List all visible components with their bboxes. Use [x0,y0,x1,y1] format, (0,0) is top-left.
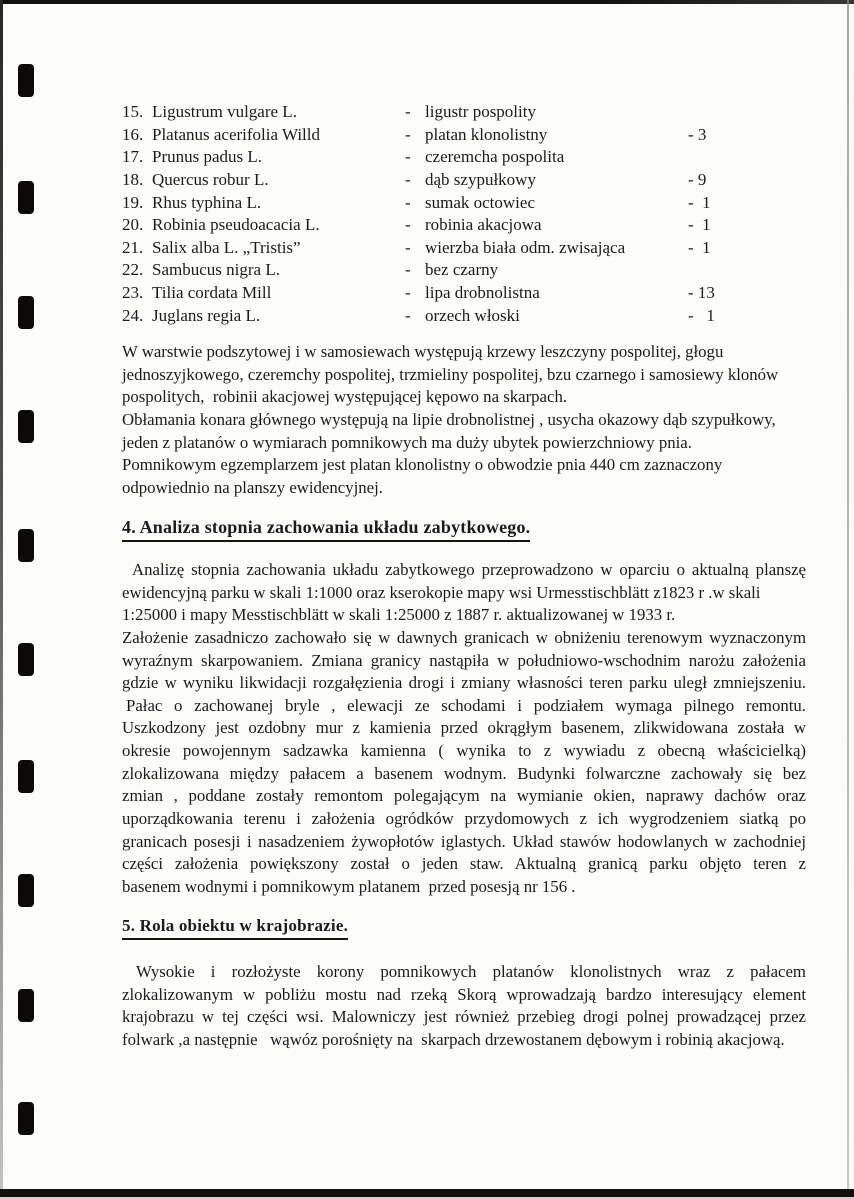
text-line: folwark ,a następnie wąwóz porośnięty na skarpach drzewostanem dębowym i robinią akacjową. [122,1029,785,1049]
text-line: Założenie zasadniczo zachowało się w dawnych granicach w obniżeniu terenowym wyznaczonym [122,627,806,647]
text-line: Obłamania konara głównego występują na lipie drobnolistnej , usycha okazowy dąb szypułkowy, [122,409,776,429]
species-dash: - [405,102,411,121]
species-latin-name: Platanus acerifolia Willd [152,124,321,144]
species-row [122,192,806,215]
species-latin-name: Rhus typhina L. [152,192,262,212]
species-polish-name: lipa drobnolistna [425,283,540,303]
species-polish-name: ligustr pospolity [425,102,536,121]
section-5-heading [122,916,348,940]
species-number: 15. [122,102,144,121]
species-count: - 1 [688,215,711,235]
scan-edge-left [0,0,3,1199]
species-latin-name: Sambucus nigra L. [152,260,280,280]
species-number: 18. [122,169,144,189]
species-latin-name: Tilia cordata Mill [152,283,272,303]
species-latin-name: Ligustrum vulgare L. [152,102,297,121]
binding-mark [18,529,34,562]
species-row [122,169,806,192]
binding-mark [18,410,34,443]
paragraph-understory [122,341,806,499]
species-dash: - [405,260,411,280]
species-dash: - [405,237,411,257]
species-latin-name: Salix alba L. „Tristis” [152,237,301,257]
text-line: zmian , poddane zostały remontom polegającym na wymianie okien, naprawy dachów oraz [122,786,806,806]
species-polish-name: wierzba biała odm. zwisająca [425,237,626,257]
text-line: basenem wodnymi i pomnikowym platanem przed posesją nr 156 . [122,876,576,896]
species-dash: - [405,215,411,235]
species-dash: - [405,305,411,325]
text-line: krajobrazu w tej części wsi. Malowniczy jest również przebieg drogi polnej prowadzącej przez [122,1007,806,1027]
species-row [122,259,806,282]
scan-edge-bottom [0,1189,854,1197]
text-line: części założenia powiększony został o jeden staw. Aktualną granicą parku objęto teren z [122,854,806,874]
text-line: 1:25000 i mapy Messtischblätt w skali 1:25000 z 1887 r. aktualizowanej w 1933 r. [122,605,676,625]
species-polish-name: platan klonolistny [425,124,548,144]
text-line: uporządkowania terenu i założenia ogródków przydomowych z ich wygrodzeniem siatką po [122,809,806,829]
species-polish-name: dąb szypułkowy [425,169,536,189]
species-row [122,237,806,260]
section-5-body [122,961,806,1052]
binding-mark [18,874,34,907]
species-row [122,124,806,147]
scan-edge-right [847,0,849,1199]
binding-mark [18,181,34,214]
species-count: - 1 [688,237,711,257]
species-number: 17. [122,147,144,167]
section-4-body [122,559,806,899]
binding-mark [18,1102,34,1135]
binding-mark [18,989,34,1022]
species-number: 19. [122,192,144,212]
species-dash: - [405,283,411,303]
species-number: 21. [122,237,144,257]
binding-mark [18,760,34,793]
scan-edge-top [0,0,854,4]
text-line: gdzie w wyniku likwidacji rozgałęzienia drogi i zmiany własności teren parku uległ zmniejszeniu. [122,673,806,693]
species-row [122,146,806,169]
binding-mark [18,64,34,97]
species-polish-name: sumak octowiec [425,192,535,212]
species-number: 20. [122,215,144,235]
text-line: Analizę stopnia zachowania układu zabytkowego przeprowadzono w oparciu o aktualną planszę [132,560,806,579]
text-line: granicach posesji i nasadzeniem żywopłotów iglastych. Układ stawów hodowlanych w zachodniej [122,831,806,851]
species-latin-name: Juglans regia L. [152,305,261,325]
text-line: zlokalizowanym w pobliżu mostu nad rzeką Skorą wprowadzają bardzo interesujący element [122,984,806,1004]
species-list [122,101,806,327]
text-line: Pomnikowym egzemplarzem jest platan klonolistny o obwodzie pnia 440 cm zaznaczony [122,455,723,475]
text-line: Uszkodzony jest ozdobny mur z kamienia przed okrągłym basenem, zlikwidowana została w [122,718,806,738]
species-row [122,214,806,237]
species-polish-name: czeremcha pospolita [425,147,565,167]
species-row [122,282,806,305]
text-line: wyraźnym skarpowaniem. Zmiana granicy nastąpiła w południowo-wschodnim narożu założenia [122,650,806,670]
text-line: Wysokie i rozłożyste korony pomnikowych platanów klonolistnych wraz z pałacem [136,962,806,981]
species-latin-name: Robinia pseudoacacia L. [152,215,320,235]
species-number: 24. [122,305,144,325]
species-count: - 9 [688,169,707,189]
species-row [122,305,806,328]
species-row [122,101,806,124]
binding-mark [18,643,34,676]
species-count: - 3 [688,124,707,144]
species-count: - 1 [688,305,715,325]
text-line: odpowiednio na planszy ewidencyjnej. [122,477,383,497]
text-line: jeden z platanów o wymiarach pomnikowych ma duży ubytek powierzchniowy pnia. [122,432,692,452]
species-dash: - [405,169,411,189]
species-dash: - [405,124,411,144]
species-number: 23. [122,283,144,303]
species-latin-name: Prunus padus L. [152,147,263,167]
text-line: okresie powojennym sadzawka kamienna ( wynika to z wywiadu z obecną właścicielką) [122,741,806,761]
binding-mark [18,296,34,329]
species-polish-name: bez czarny [425,260,499,280]
text-line: ewidencyjną parku w skali 1:1000 oraz kserokopie mapy wsi Urmesstischblätt z1823 r .w skali [122,582,761,602]
section-4-heading [122,517,530,542]
text-line: pospolitych, robinii akacjowej występującej kępowo na skarpach. [122,387,568,407]
species-polish-name: robinia akacjowa [425,215,542,235]
species-polish-name: orzech włoski [425,305,520,325]
text-line: zlokalizowana między pałacem a basenem wodnym. Budynki folwarczne zachowały się bez [122,763,806,783]
species-latin-name: Quercus robur L. [152,169,269,189]
species-dash: - [405,192,411,212]
species-count: - 13 [688,283,715,303]
species-count: - 1 [688,192,711,212]
species-dash: - [405,147,411,167]
text-line: Pałac o zachowanej bryle , elewacji ze schodami i podziałem wymaga pilnego remontu. [126,695,806,715]
species-number: 22. [122,260,144,280]
section-5-heading-text: 5. Rola obiektu w krajobrazie. [122,916,348,940]
text-line: jednoszyjkowego, czeremchy pospolitej, trzmieliny pospolitej, bzu czarnego i samosiewy klonów [122,364,779,384]
section-4-heading-text: 4. Analiza stopnia zachowania układu zabytkowego. [122,517,530,542]
species-number: 16. [122,124,144,144]
text-line: W warstwie podszytowej i w samosiewach występują krzewy leszczyny pospolitej, głogu [122,342,724,361]
